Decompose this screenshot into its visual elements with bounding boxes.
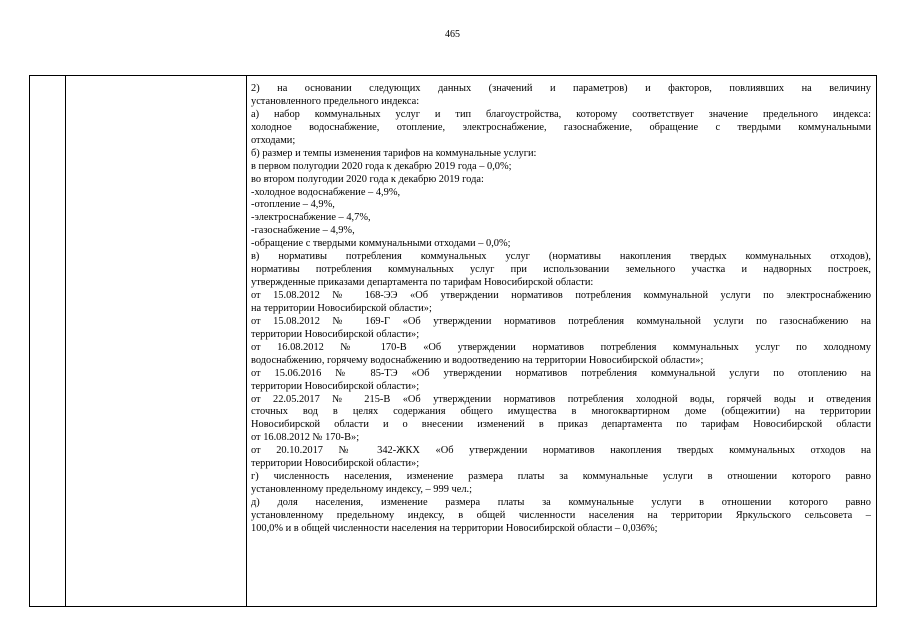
text-line: от 16.08.2012 № 170-В»; xyxy=(251,432,360,444)
text-line: отходами; xyxy=(251,134,296,146)
text-line: от 16.08.2012 № 170-В «Об утверждении нормативов потребления коммунальных услуг по холодному xyxy=(251,341,871,353)
text-line: на территории Новосибирской области»; xyxy=(251,302,432,314)
text-line: установленному предельному индексу, – 999 чел.; xyxy=(251,484,472,496)
text-line: территории Новосибирской области»; xyxy=(251,458,420,470)
text-line: холодное водоснабжение, отопление, электроснабжение, газоснабжение, обращение с твердыми коммунальными xyxy=(251,121,871,133)
text-line: -обращение с твердыми коммунальными отходами – 0,0%; xyxy=(251,238,511,250)
text-line: от 15.06.2016 № 85-ТЭ «Об утверждении нормативов потребления коммунальной услуги по отоплению на xyxy=(251,367,871,379)
page-number: 465 xyxy=(445,29,460,40)
text-line: от 20.10.2017 № 342-ЖКХ «Об утверждении нормативов накопления твердых коммунальных отходов на xyxy=(251,445,871,457)
column-divider-1 xyxy=(65,76,66,606)
column-divider-2 xyxy=(246,76,247,606)
document-table xyxy=(29,75,877,607)
content-cell xyxy=(251,83,871,536)
text-line: нормативы потребления коммунальных услуг при использовании земельного участка и надворных построек, xyxy=(251,264,871,276)
text-line: от 15.08.2012 № 168-ЭЭ «Об утверждении нормативов потребления коммунальной услуги по электроснабжению xyxy=(251,290,871,301)
text-line: д) доля населения, изменение размера платы за коммунальные услуги в отношении которого равно xyxy=(251,497,871,508)
text-line: установленного предельного индекса: xyxy=(251,95,420,107)
text-line: г) численность населения, изменение размера платы за коммунальные услуги в отношении которого равно xyxy=(251,471,871,483)
text-line: в первом полугодии 2020 года к декабрю 2019 года – 0,0%; xyxy=(251,160,512,172)
text-line: Новосибирской области и о внесении изменений в приказ департамента по тарифам Новосибирской области xyxy=(251,419,871,431)
text-line: территории Новосибирской области»; xyxy=(251,380,420,392)
text-line: в) нормативы потребления коммунальных услуг (нормативы накопления твердых коммунальных отходов), xyxy=(251,251,871,263)
text-line: -холодное водоснабжение – 4,9%, xyxy=(251,186,401,198)
text-line: от 15.08.2012 № 169-Г «Об утверждении нормативов потребления коммунальной услуги по газоснабжению на xyxy=(251,315,871,327)
text-line: а) набор коммунальных услуг и тип благоустройства, которому соответствует значение предельного индекса: xyxy=(251,108,871,120)
text-line: от 22.05.2017 № 215-В «Об утверждении нормативов потребления холодной воды, горячей воды и отведения xyxy=(251,393,871,405)
text-line: -газоснабжение – 4,9%, xyxy=(251,225,355,237)
text-line: сточных вод в целях содержания общего имущества в многоквартирном доме (общежитии) на территории xyxy=(251,406,871,418)
text-line: 2) на основании следующих данных (значений и параметров) и факторов, повлиявших на величину xyxy=(251,83,871,94)
text-line: территории Новосибирской области»; xyxy=(251,328,420,340)
text-line: утвержденные приказами департамента по тарифам Новосибирской области: xyxy=(251,277,594,289)
text-line: во втором полугодии 2020 года к декабрю 2019 года: xyxy=(251,173,484,185)
text-line: водоснабжению, горячему водоснабжению и водоотведению на территории Новосибирской области»; xyxy=(251,354,704,366)
text-line: б) размер и темпы изменения тарифов на коммунальные услуги: xyxy=(251,147,537,159)
text-line: установленному предельному индексу, в общей численности населения на территории Яркульского сельсовета – xyxy=(251,509,871,521)
text-line: -электроснабжение – 4,7%, xyxy=(251,212,371,224)
text-line: 100,0% и в общей численности населения на территории Новосибирской области – 0,036%; xyxy=(251,522,658,534)
text-line: -отопление – 4,9%, xyxy=(251,199,335,211)
